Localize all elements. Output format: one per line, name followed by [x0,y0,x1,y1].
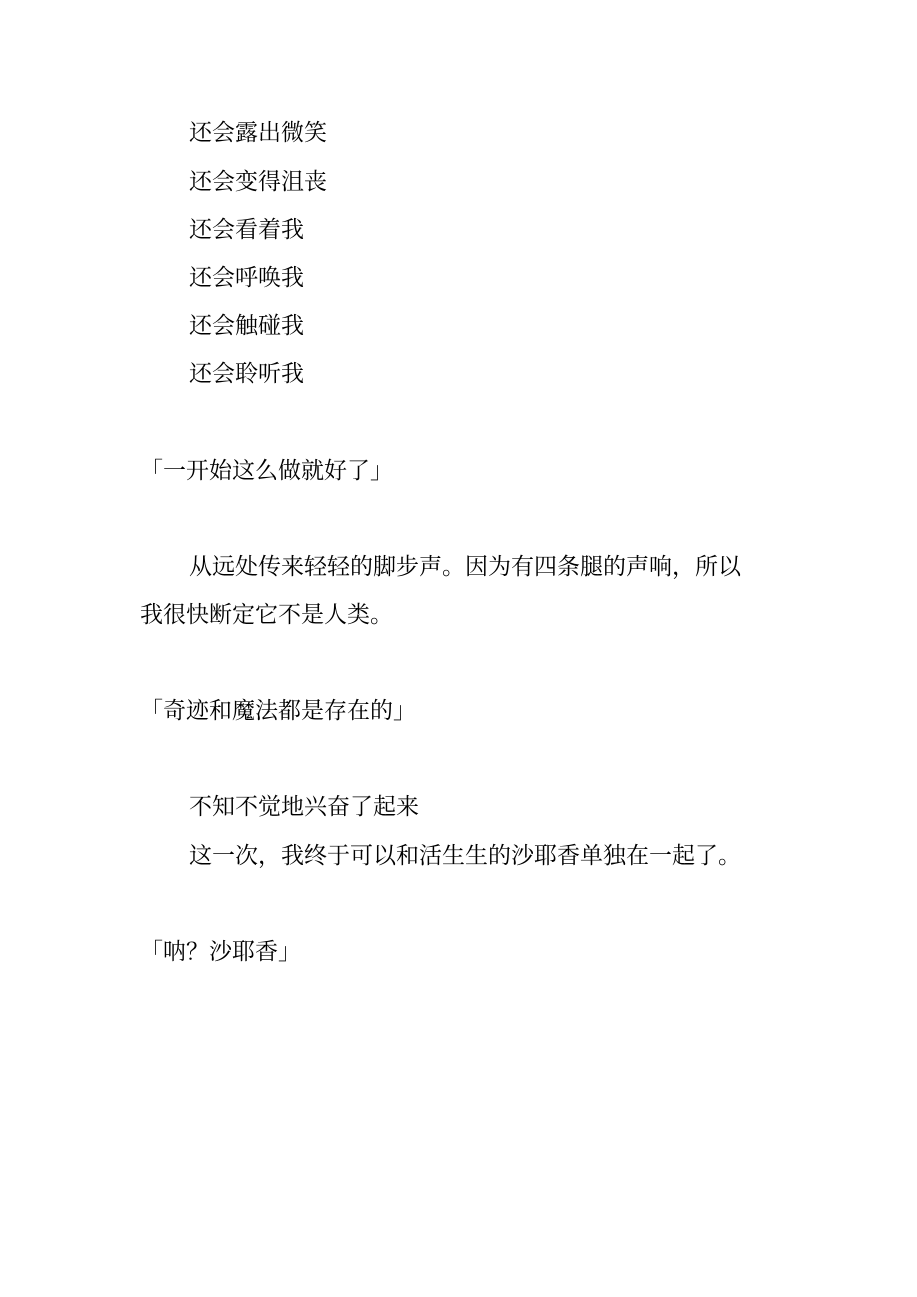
poem-line: 还会聆听我 [189,361,304,387]
dialogue-quote: 「一开始这么做就好了」 [140,458,393,484]
paragraph-line: 不知不觉地兴奋了起来 [189,794,419,820]
dialogue-quote: 「呐？沙耶香」 [140,939,301,965]
poem-line: 还会呼唤我 [189,265,304,291]
dialogue-quote: 「奇迹和魔法都是存在的」 [140,698,416,724]
poem-line: 还会看着我 [189,217,304,243]
paragraph-line: 这一次，我终于可以和活生生的沙耶香单独在一起了。 [189,843,741,869]
poem-line: 还会触碰我 [189,313,304,339]
poem-line: 还会露出微笑 [189,120,327,146]
paragraph-line: 从远处传来轻轻的脚步声。因为有四条腿的声响，所以 [189,554,741,580]
poem-line: 还会变得沮丧 [189,169,327,195]
paragraph-line: 我很快断定它不是人类。 [140,602,393,628]
